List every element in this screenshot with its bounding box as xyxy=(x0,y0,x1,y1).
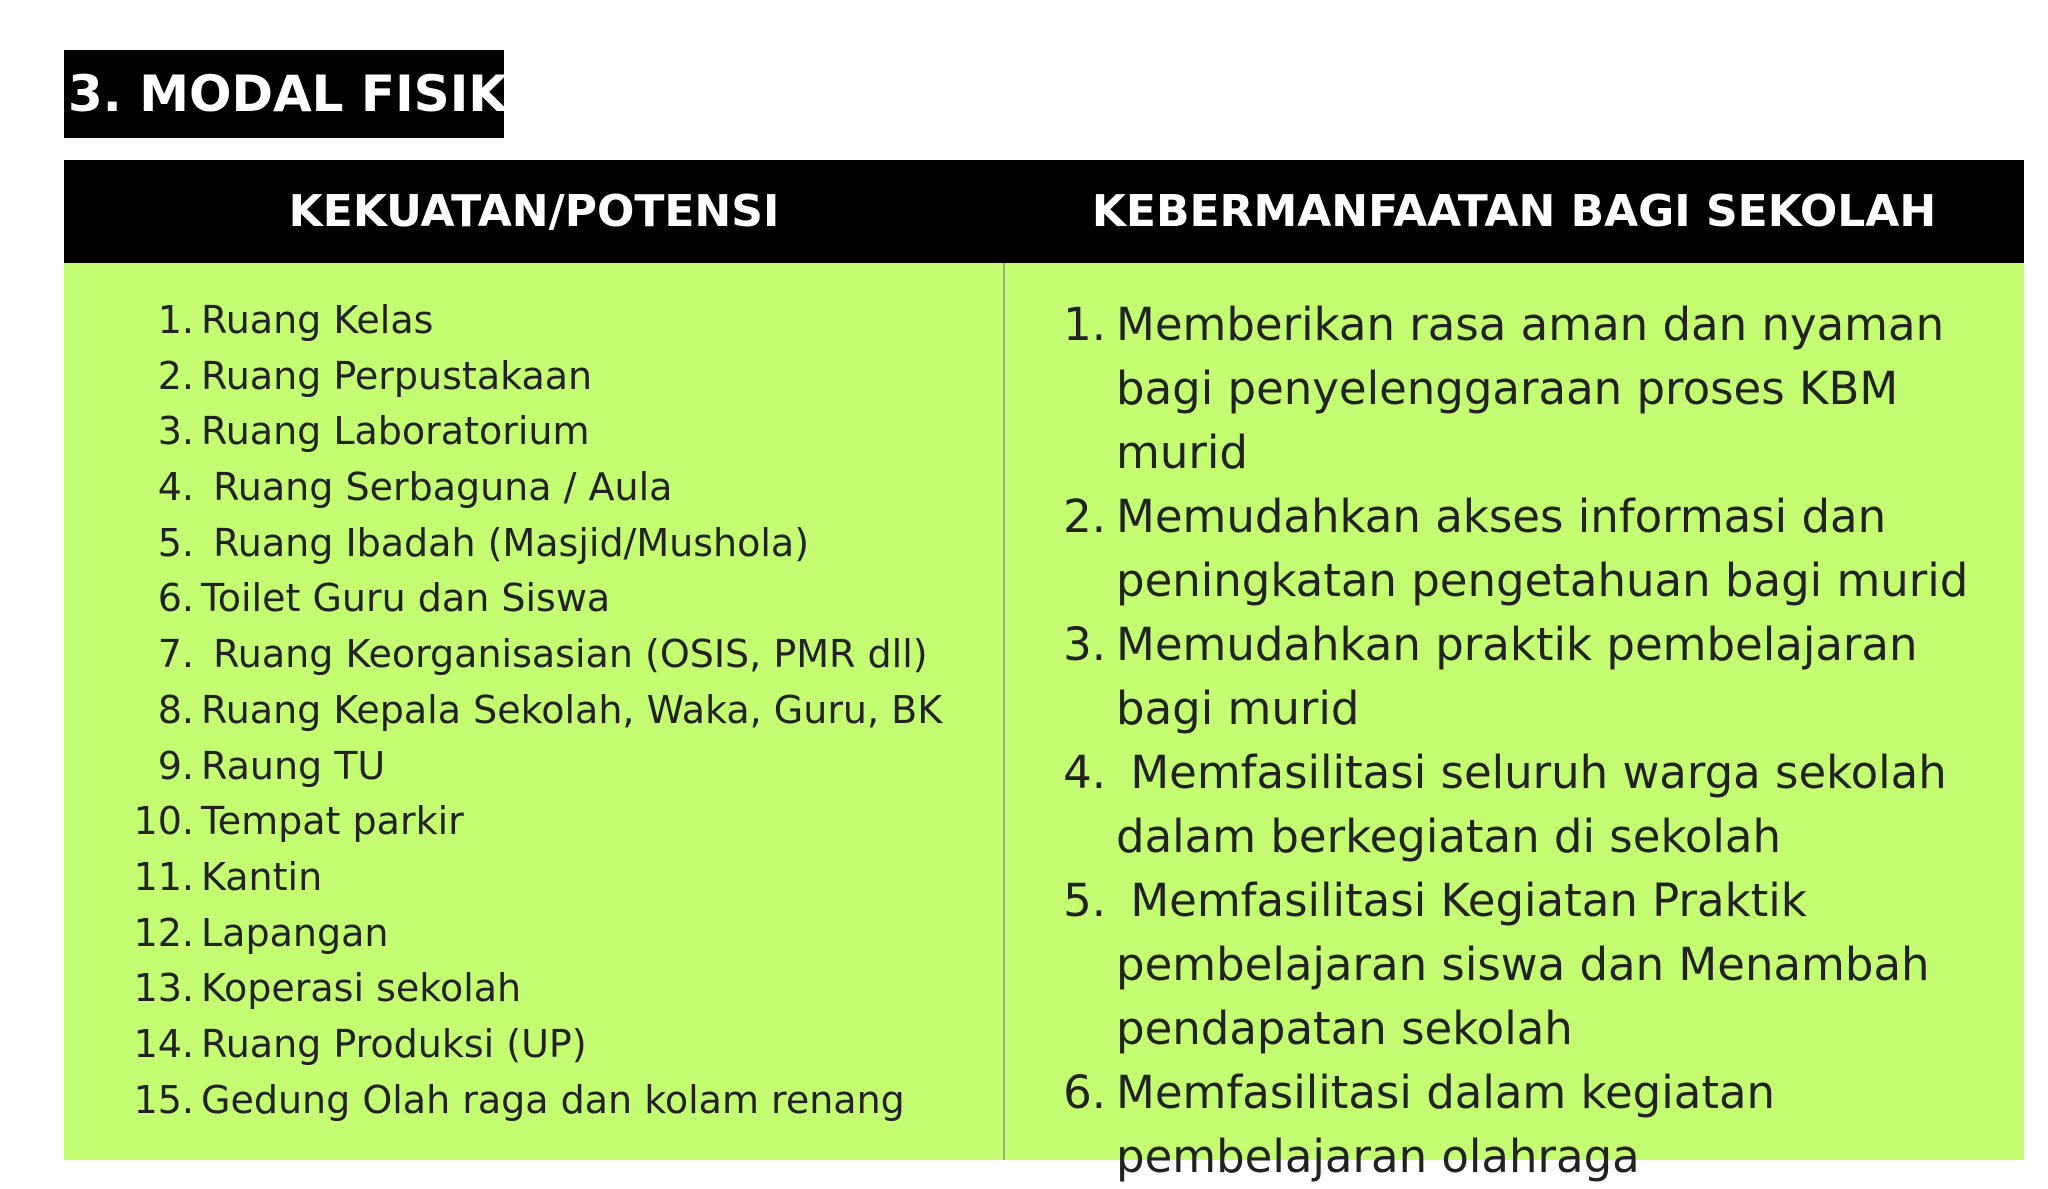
kebermanfaatan-item xyxy=(1024,293,2014,485)
list-item-number: 11. xyxy=(133,854,194,899)
potensi-item xyxy=(64,683,994,739)
kebermanfaatan-item xyxy=(1024,741,2014,869)
list-item-text: Ruang Kepala Sekolah, Waka, Guru, BK xyxy=(201,687,943,732)
list-item-number: 13. xyxy=(133,966,194,1011)
list-item-text: Raung TU xyxy=(201,743,386,788)
potensi-item xyxy=(64,349,994,405)
modal-fisik-table xyxy=(64,160,2024,1183)
potensi-item xyxy=(64,850,994,906)
list-item-number: 2. xyxy=(1063,490,1106,543)
list-item-text: Memfasilitasi seluruh warga sekolah dalam berkegiatan di sekolah xyxy=(1116,746,1962,863)
list-item-text: Tempat parkir xyxy=(201,799,464,844)
list-item-text: Memfasilitasi Kegiatan Praktik pembelajaran siswa dan Menambah pendapatan sekolah xyxy=(1116,874,1944,1055)
list-item-number: 14. xyxy=(133,1021,194,1066)
list-item-text: Ruang Laboratorium xyxy=(201,409,590,454)
potensi-list xyxy=(64,293,994,1128)
list-item-number: 9. xyxy=(157,743,194,788)
list-item-number: 5. xyxy=(157,520,194,565)
list-item-text: Ruang Ibadah (Masjid/Mushola) xyxy=(201,520,810,565)
list-item-text: Memudahkan akses informasi dan peningkatan pengetahuan bagi murid xyxy=(1116,490,1969,607)
list-item-text: Memberikan rasa aman dan nyaman bagi penyelenggaraan proses KBM murid xyxy=(1116,298,1959,479)
list-item-text: Koperasi sekolah xyxy=(201,966,522,1011)
potensi-item xyxy=(64,571,994,627)
header-kekuatan-potensi: KEKUATAN/POTENSI xyxy=(288,186,780,237)
column-divider xyxy=(1003,263,1005,1160)
header-kebermanfaatan: KEBERMANFAATAN BAGI SEKOLAH xyxy=(1091,186,1937,237)
list-item-number: 10. xyxy=(133,799,194,844)
potensi-item xyxy=(64,906,994,962)
potensi-item xyxy=(64,460,994,516)
list-item-number: 7. xyxy=(157,632,194,677)
list-item-number: 4. xyxy=(157,465,194,510)
list-item-number: 1. xyxy=(1063,298,1106,351)
potensi-item xyxy=(64,1017,994,1073)
kebermanfaatan-item xyxy=(1024,869,2014,1061)
list-item-number: 1. xyxy=(157,298,194,342)
list-item-number: 6. xyxy=(1063,1066,1106,1119)
list-item-number: 12. xyxy=(133,910,194,955)
list-item-number: 3. xyxy=(157,409,194,454)
list-item-number: 5. xyxy=(1063,874,1106,927)
kebermanfaatan-item xyxy=(1024,485,2014,613)
list-item-text: Ruang Perpustakaan xyxy=(201,353,593,398)
section-title: 3. MODAL FISIK xyxy=(64,50,504,138)
list-item-text: Ruang Produksi (UP) xyxy=(201,1021,587,1066)
potensi-item xyxy=(64,961,994,1017)
potensi-item xyxy=(64,1073,994,1129)
list-item-number: 6. xyxy=(157,576,194,621)
list-item-number: 3. xyxy=(1063,618,1106,671)
list-item-text: Lapangan xyxy=(201,910,389,955)
kebermanfaatan-item xyxy=(1024,613,2014,741)
potensi-item xyxy=(64,293,994,349)
table-header-row xyxy=(64,160,2024,263)
list-item-number: 8. xyxy=(157,687,194,732)
table-body-row xyxy=(64,263,2024,1183)
potensi-item xyxy=(64,739,994,795)
potensi-item xyxy=(64,627,994,683)
list-item-text: Kantin xyxy=(201,854,323,899)
list-item-number: 15. xyxy=(133,1077,194,1122)
list-item-number: 4. xyxy=(1063,746,1106,799)
kebermanfaatan-item xyxy=(1024,1061,2014,1189)
list-item-text: Memudahkan praktik pembelajaran bagi murid xyxy=(1116,618,1932,735)
kebermanfaatan-list xyxy=(1024,293,2014,1189)
list-item-text: Gedung Olah raga dan kolam renang xyxy=(201,1077,905,1122)
list-item-number: 2. xyxy=(157,353,194,398)
list-item-text: Ruang Keorganisasian (OSIS, PMR dll) xyxy=(201,632,928,677)
list-item-text: Toilet Guru dan Siswa xyxy=(201,576,611,621)
list-item-text: Memfasilitasi dalam kegiatan pembelajaran olahraga xyxy=(1116,1066,1790,1183)
list-item-text: Ruang Kelas xyxy=(201,298,434,342)
potensi-item xyxy=(64,794,994,850)
list-item-text: Ruang Serbaguna / Aula xyxy=(201,465,673,510)
potensi-item xyxy=(64,404,994,460)
potensi-item xyxy=(64,516,994,572)
